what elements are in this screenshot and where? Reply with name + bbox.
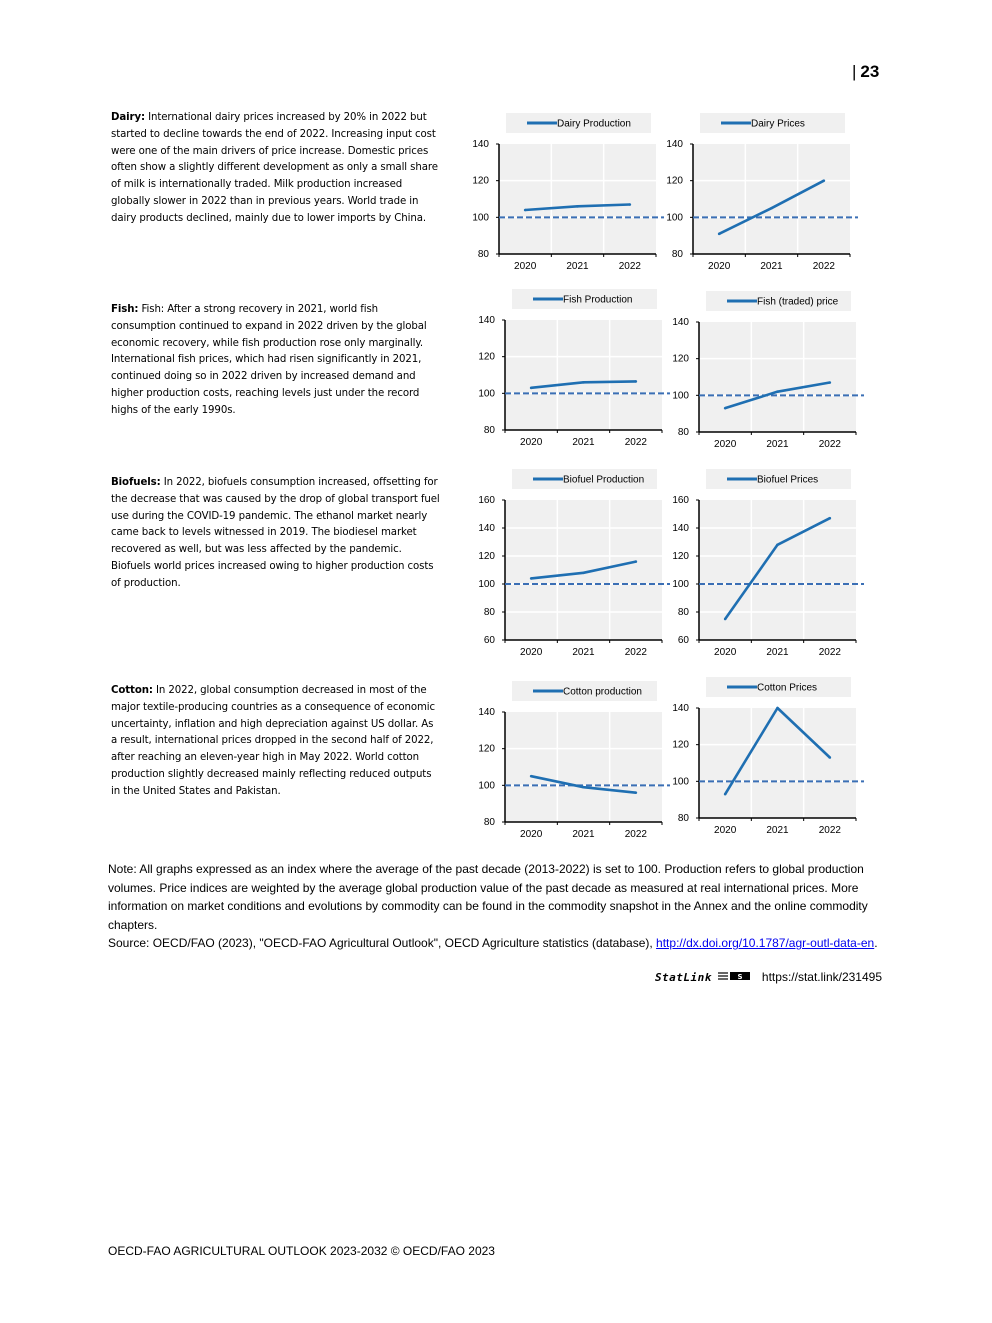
data-point (530, 387, 533, 390)
y-tick-label: 80 (677, 607, 689, 618)
plot-area (699, 322, 856, 432)
data-point (582, 381, 585, 384)
x-tick-label: 2020 (514, 261, 537, 272)
y-tick-label: 140 (478, 315, 495, 326)
chart-svg (660, 112, 856, 276)
chart-svg (472, 288, 668, 452)
statlink-label: StatLink (654, 970, 712, 984)
data-point (829, 756, 832, 759)
x-tick-label: 2022 (624, 437, 647, 448)
data-point (530, 577, 533, 580)
data-point (635, 791, 638, 794)
data-point (770, 207, 773, 210)
x-tick-label: 2021 (572, 829, 595, 840)
legend-label: Cotton Prices (757, 682, 818, 694)
plot-area (505, 320, 662, 430)
dairy-production-chart (466, 112, 662, 276)
legend-label: Fish Production (563, 294, 633, 306)
data-point (530, 775, 533, 778)
x-tick-label: 2021 (572, 647, 595, 658)
legend-label: Dairy Prices (751, 118, 805, 130)
data-point (635, 560, 638, 563)
y-tick-label: 100 (672, 579, 689, 590)
legend-label: Biofuel Production (563, 474, 645, 486)
y-tick-label: 120 (478, 551, 495, 562)
y-tick-label: 120 (672, 551, 689, 562)
x-tick-label: 2020 (714, 825, 737, 836)
data-point (629, 203, 632, 206)
plot-area (505, 712, 662, 822)
legend-label: Dairy Production (557, 118, 631, 130)
x-tick-label: 2021 (766, 825, 789, 836)
plot-area (699, 708, 856, 818)
source-link[interactable]: http://dx.doi.org/10.1787/agr-outl-data-en (656, 936, 875, 951)
y-tick-label: 100 (478, 780, 495, 792)
y-tick-label: 100 (672, 776, 689, 788)
x-tick-label: 2020 (520, 647, 543, 658)
x-tick-label: 2021 (766, 647, 789, 658)
y-tick-label: 120 (672, 353, 689, 365)
data-point (829, 381, 832, 384)
y-tick-label: 160 (672, 495, 689, 506)
y-tick-label: 120 (472, 175, 489, 187)
x-tick-label: 2022 (818, 439, 841, 450)
y-tick-label: 120 (672, 739, 689, 751)
data-point (776, 707, 779, 710)
x-tick-label: 2022 (618, 261, 641, 272)
statlink-icon (718, 970, 752, 984)
x-tick-label: 2022 (818, 647, 841, 658)
y-tick-label: 80 (483, 607, 495, 618)
x-tick-label: 2021 (760, 261, 783, 272)
y-tick-label: 140 (472, 139, 489, 150)
y-tick-label: 100 (672, 390, 689, 402)
data-point (582, 786, 585, 789)
chart-svg (472, 680, 668, 844)
y-tick-label: 80 (483, 425, 495, 436)
y-tick-label: 120 (666, 175, 683, 187)
note-block (108, 860, 884, 953)
x-tick-label: 2021 (572, 437, 595, 448)
biofuels-paragraph: Biofuels: In 2022, biofuels consumption increased, offsetting for the decrease that was caused by the drop of global transport fuel use during the COVID-19 pandemic. The ethanol market nearly came back to levels witnessed in 2019. The biodiesel market recovered as well, but was less affected by the pandemic. Biofuels world prices increased owing to higher production costs of production. (111, 477, 440, 589)
y-tick-label: 140 (478, 707, 495, 718)
y-tick-label: 80 (483, 817, 495, 828)
y-tick-label: 140 (672, 523, 689, 534)
x-tick-label: 2020 (714, 439, 737, 450)
x-tick-label: 2020 (708, 261, 731, 272)
chart-svg (666, 676, 862, 840)
statlink (655, 970, 882, 984)
page-number: | 23 (852, 62, 880, 81)
plot-area (693, 144, 850, 254)
plot-area (505, 500, 662, 640)
legend-label: Biofuel Prices (757, 474, 819, 486)
data-point (724, 407, 727, 410)
cotton-prices-chart (666, 676, 862, 840)
y-tick-label: 140 (672, 703, 689, 714)
chart-svg (466, 112, 662, 276)
x-tick-label: 2020 (520, 829, 543, 840)
chart-svg (472, 468, 668, 662)
data-point (724, 618, 727, 621)
chart-svg (666, 468, 862, 662)
data-point (823, 179, 826, 182)
legend-label: Cotton production (563, 686, 642, 698)
x-tick-label: 2021 (766, 439, 789, 450)
y-tick-label: 100 (478, 388, 495, 400)
y-tick-label: 120 (478, 351, 495, 363)
source-text: Source: OECD/FAO (2023), "OECD-FAO Agricultural Outlook", OECD Agriculture statistics (database), http://dx.doi.org/10.1787/agr-outl-data-en. (108, 936, 878, 951)
data-point (776, 544, 779, 547)
y-tick-label: 100 (472, 212, 489, 224)
y-tick-label: 140 (478, 523, 495, 534)
dairy-paragraph: Dairy: International dairy prices increased by 20% in 2022 but started to decline towards the end of 2022. Increasing input cost were one of the main drivers of price increase. Domestic prices often show a slightly different development as only a small share of milk is internationally traded. Milk production increased globally slower in 2022 than in previous years. World trade in dairy products declined, mainly due to lower imports by China. (111, 112, 438, 224)
footer: OECD-FAO AGRICULTURAL OUTLOOK 2023-2032 © OECD/FAO 2023 (108, 1244, 495, 1258)
svg-text:S: S (737, 973, 743, 981)
cotton-paragraph: Cotton: In 2022, global consumption decreased in most of the major textile-producing countries as a consequence of economic uncertainty, inflation and high depreciation against US dollar. As a result, international prices dropped in the second half of 2022, after reaching an eleven-year high in May 2022. World cotton production slightly decreased mainly reflecting reduced outputs in the United States and Pakistan. (111, 685, 436, 797)
x-tick-label: 2022 (624, 647, 647, 658)
legend-label: Fish (traded) price (757, 296, 839, 308)
data-point (724, 793, 727, 796)
y-tick-label: 80 (677, 427, 689, 438)
data-point (829, 517, 832, 520)
data-point (582, 572, 585, 575)
data-point (635, 380, 638, 383)
fish-production-chart (472, 288, 668, 452)
y-tick-label: 140 (672, 317, 689, 328)
y-tick-label: 60 (483, 635, 495, 646)
note-text: Note: All graphs expressed as an index where the average of the past decade (2013-2022) is set to 100. Production refers to global production volumes. Price indices are weighted by the average global production value of the past decade as measured at real international prices. More information on market conditions and evolutions by commodity can be found in the commodity snapshot in the Annex and the online commodity chapters. (108, 862, 868, 932)
data-point (524, 209, 527, 212)
y-tick-label: 160 (478, 495, 495, 506)
y-tick-label: 100 (478, 579, 495, 590)
biofuel-prices-chart (666, 468, 862, 662)
y-tick-label: 60 (677, 635, 689, 646)
y-tick-label: 100 (666, 212, 683, 224)
x-tick-label: 2020 (520, 437, 543, 448)
x-tick-label: 2022 (624, 829, 647, 840)
cotton-production-chart (472, 680, 668, 844)
fish-price-chart (666, 290, 862, 454)
y-tick-label: 80 (677, 813, 689, 824)
dairy-prices-chart (660, 112, 856, 276)
data-point (776, 390, 779, 393)
plot-area (499, 144, 656, 254)
y-tick-label: 140 (666, 139, 683, 150)
data-point (576, 205, 579, 208)
x-tick-label: 2022 (818, 825, 841, 836)
chart-svg (666, 290, 862, 454)
data-point (718, 233, 721, 236)
x-tick-label: 2020 (714, 647, 737, 658)
y-tick-label: 80 (477, 249, 489, 260)
fish-paragraph: Fish: Fish: After a strong recovery in 2021, world fish consumption continued to expand in 2022 driven by the global economic recovery, while fish production rose only marginally. International fish prices, which had risen significantly in 2021, continued doing so in 2022 driven by increased demand and higher production costs, reaching levels just under the record highs of the early 1990s. (111, 304, 427, 416)
plot-area (699, 500, 856, 640)
y-tick-label: 80 (671, 249, 683, 260)
y-tick-label: 120 (478, 743, 495, 755)
x-tick-label: 2022 (812, 261, 835, 272)
statlink-url[interactable]: https://stat.link/231495 (761, 970, 882, 984)
biofuel-production-chart (472, 468, 668, 662)
x-tick-label: 2021 (566, 261, 589, 272)
